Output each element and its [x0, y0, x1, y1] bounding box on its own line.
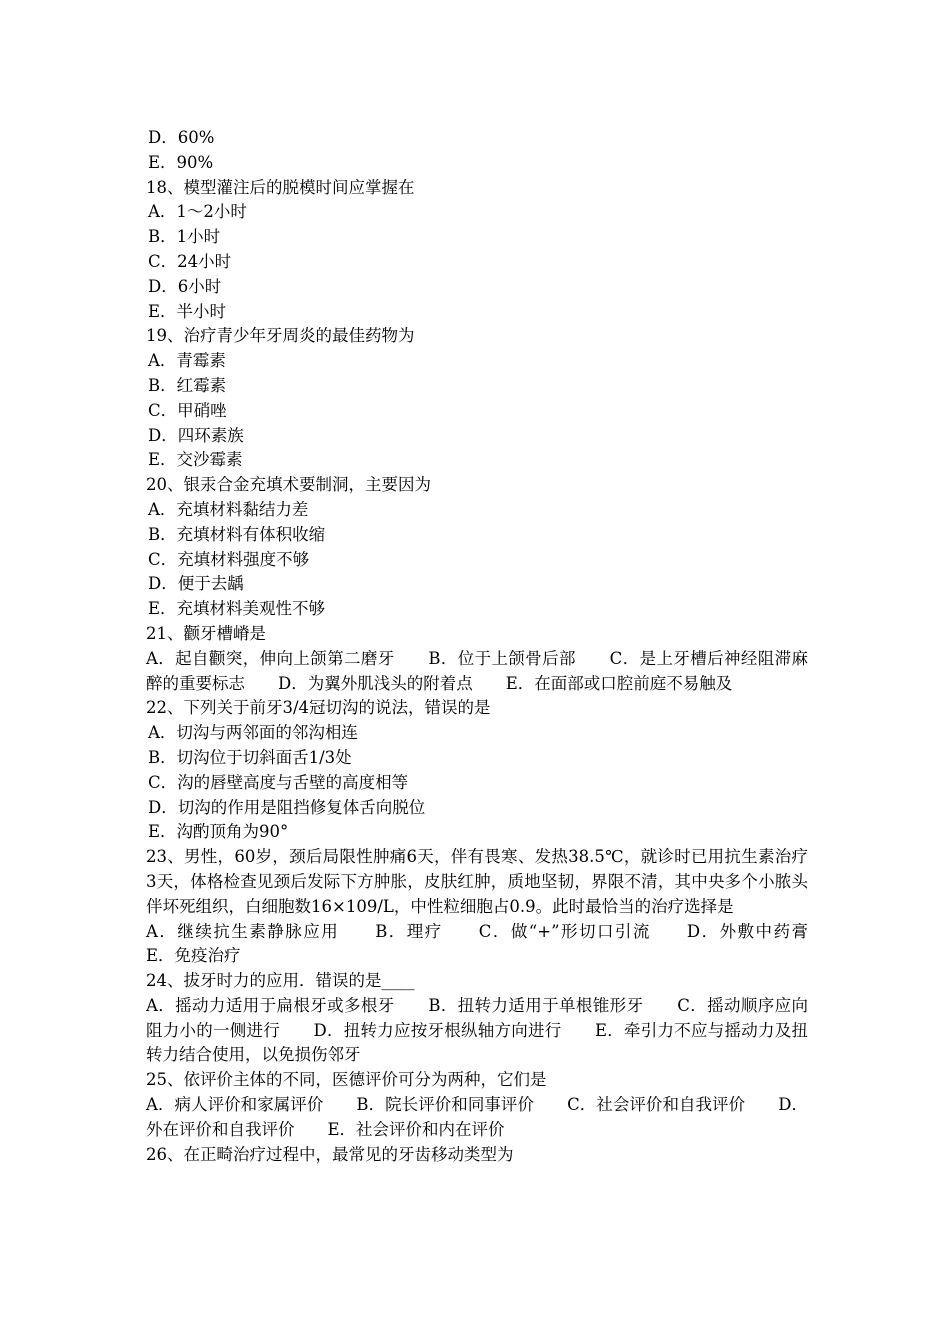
- option-a: A．1～2小时: [148, 202, 247, 222]
- question-18: 18、模型灌注后的脱模时间应掌握在: [146, 177, 415, 197]
- option-d: D．切沟的作用是阻挡修复体舌向脱位: [148, 797, 426, 817]
- question-26: 26、在正畸治疗过程中，最常见的牙齿移动类型为: [146, 1144, 514, 1164]
- option-e: E．90%: [148, 152, 214, 172]
- option-d: D．便于去龋: [148, 574, 244, 594]
- question-23-options: A．继续抗生素静脉应用 B．理疗 C．做“+”形切口引流 D．外敷中药膏 E．免疫治疗: [146, 921, 841, 966]
- question-24-options: A．摇动力适用于扁根牙或多根牙 B．扭转力适用于单根锥形牙 C．摇动顺序应向阻力小的一侧进行 D．扭转力应按牙根纵轴方向进行 E．牵引力不应与摇动力及扭转力结合使用，以免损伤邻牙: [146, 995, 808, 1065]
- option-b: B．切沟位于切斜面舌1/3处: [148, 747, 352, 767]
- option-c: C．充填材料强度不够: [148, 549, 310, 569]
- question-23: 23、男性，60岁，颈后局限性肿痛6天，伴有畏寒、发热38.5℃，就诊时已用抗生素治疗3天，体格检查见颈后发际下方肿胀，皮肤红肿，质地坚韧，界限不清，其中央多个小脓头伴坏死组织，白细胞数16×109/L，中性粒细胞占0.9。此时最恰当的治疗选择是: [146, 847, 808, 916]
- option-e: E．交沙霉素: [148, 450, 243, 470]
- question-25: 25、依评价主体的不同，医德评价可分为两种，它们是: [146, 1070, 547, 1090]
- option-d: D．6小时: [148, 276, 222, 296]
- option-b: B．红霉素: [148, 375, 227, 395]
- option-c: C．24小时: [148, 251, 232, 271]
- option-e: E．半小时: [148, 301, 227, 321]
- question-21: 21、颧牙槽嵴是: [146, 623, 266, 643]
- option-d: D．四环素族: [148, 425, 244, 445]
- question-24: 24、拔牙时力的应用．错误的是____: [146, 971, 415, 991]
- option-a: A．青霉素: [148, 351, 226, 371]
- question-20: 20、银汞合金充填术要制洞，主要因为: [146, 475, 431, 495]
- option-a: A．充填材料黏结力差: [148, 499, 309, 519]
- option-c: C．甲硝唑: [148, 400, 227, 420]
- question-25-options: A．病人评价和家属评价 B．院长评价和同事评价 C．社会评价和自我评价 D．外在评价和自我评价 E．社会评价和内在评价: [146, 1095, 808, 1139]
- option-c: C．沟的唇壁高度与舌壁的高度相等: [148, 772, 409, 792]
- option-b: B．充填材料有体积收缩: [148, 524, 326, 544]
- option-e: E．沟酌顶角为90°: [148, 822, 289, 842]
- option-e: E．充填材料美观性不够: [148, 599, 326, 619]
- option-b: B．1小时: [148, 227, 221, 247]
- option-d: D．60%: [148, 128, 215, 147]
- question-21-options: A．起自颧突，伸向上颌第二磨牙 B．位于上颌骨后部 C．是上牙槽后神经阻滞麻醉的重要标志 D．为翼外肌浅头的附着点 E．在面部或口腔前庭不易触及: [146, 648, 808, 693]
- question-22: 22、下列关于前牙3/4冠切沟的说法，错误的是: [146, 698, 491, 718]
- document-page: [146, 126, 841, 1167]
- question-19: 19、治疗青少年牙周炎的最佳药物为: [146, 326, 415, 346]
- option-a: A．切沟与两邻面的邻沟相连: [148, 723, 358, 743]
